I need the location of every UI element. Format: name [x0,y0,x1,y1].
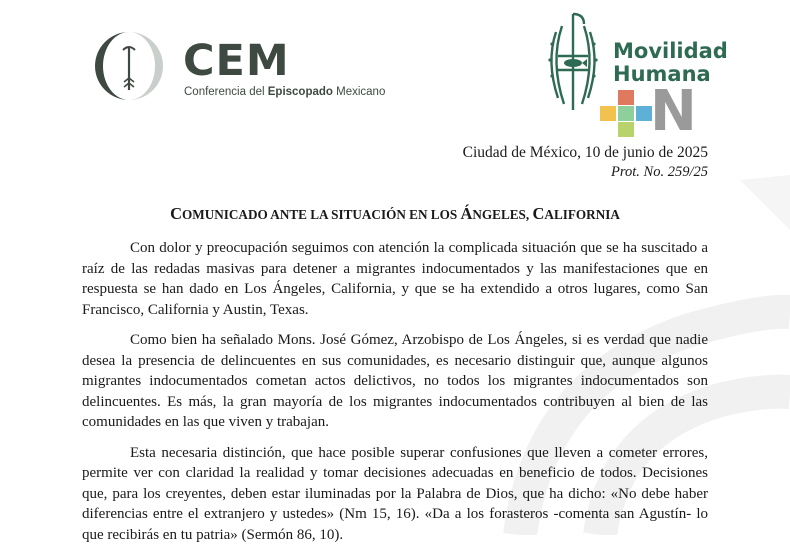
heading-part: OMUNICADO ANTE LA SITUACIÓN EN LOS [182,207,461,222]
colored-cross-icon [600,90,654,138]
heading-part: ALIFORNIA [544,207,620,222]
heading-part: NGELES, [472,207,533,222]
paragraph: Con dolor y preocupación seguimos con atención la complicada situación que se ha suscitado a raíz de las redadas masivas para detener a migrantes indocumentados y las manifestaciones que en respuesta se han dado en Los Ángeles, California, y que se ha extendido a otros lugares, como San Francisco, California y Austin, Texas. [82,240,708,318]
place-date: Ciudad de México, 10 de junio de 2025 [462,144,708,161]
paragraph: Como bien ha señalado Mons. José Gómez, Arzobispo de Los Ángeles, si es verdad que nadie desea la presencia de delincuentes en sus comunidades, es necesario distinguir que, aunque algunos migrantes indocumentados cometan actos delictivos, no todos los migrantes indocumentados son delincuentes. Es más, la gran mayoría de los migrantes indocumentados contribuyen al bien de las comunidades en las que viven y trabajan. [82,332,708,430]
cem-logo-subtitle: Conferencia del Episcopado Mexicano [184,86,386,98]
cem-logo-name: CEM [183,36,290,86]
movilidad-humana-title: Movilidad Humana [613,39,728,86]
heading-part: Á [460,204,473,223]
heading-part: C [532,204,545,223]
document-heading [0,204,790,224]
movilidad-humana-emblem-icon [542,12,604,112]
cem-emblem-icon [93,30,165,102]
heading-part: C [170,204,183,223]
paragraph: Esta necesaria distinción, que hace posible superar confusiones que lleven a cometer errores, permite ver con claridad la realidad y tomar decisiones adecuadas en beneficio de todos. Decisiones que, para los creyentes, deben estar iluminadas por la Palabra de Dios, que ha dicho: «No debe haber diferencias entre el extranjero y ustedes» (Nm 15, 16). «Da a los forasteros -comenta san Agustín- lo que recibirás en tu patria» (Sermón 86, 10). [82,444,708,543]
movilidad-humana-letter: N [650,79,697,144]
protocol-number: Prot. No. 259/25 [611,164,708,180]
document-body [82,238,708,555]
